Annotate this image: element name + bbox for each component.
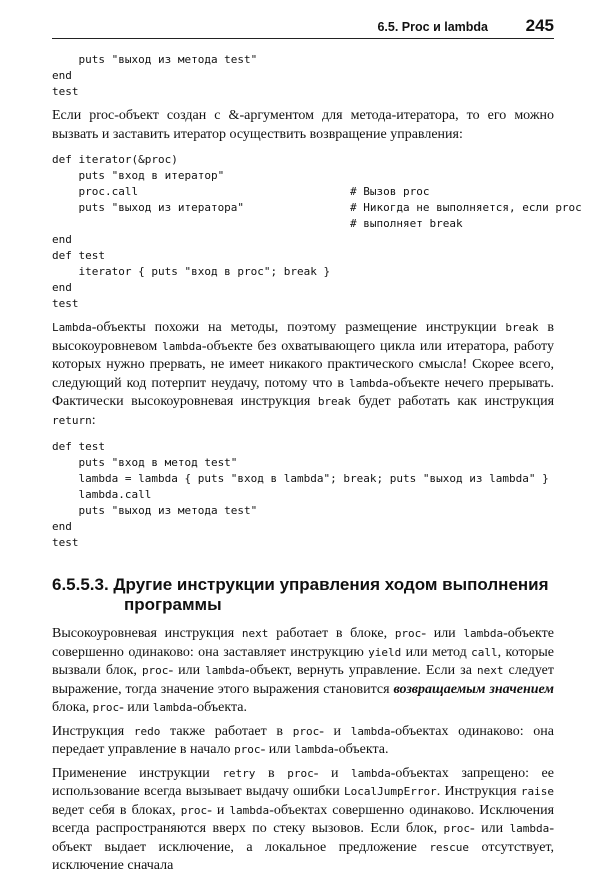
text-run: в высокоуровневом [52, 320, 554, 354]
text-run: - или [470, 821, 510, 836]
inline-code: lambda [205, 664, 245, 677]
text-run: - и [207, 802, 230, 818]
text-run: блока, [52, 700, 93, 715]
inline-code: lambda [463, 627, 504, 640]
text-run: Высокоуровневая инструкция [52, 626, 242, 641]
section-heading-line2: программы [124, 595, 222, 614]
inline-code: proc [394, 627, 422, 640]
text-run: также работает в [160, 723, 293, 739]
text-run: -объектах одинаково: она передает управление в начало [52, 723, 554, 757]
text-run: . Инструкция [436, 784, 521, 799]
inline-code: lambda [348, 376, 389, 390]
code-block-3: def test puts "вход в метод test" lambda = lambda { puts "вход в lambda"; break; puts "выход из lambda" } lambda.call puts "выход из метода test" end test [52, 440, 549, 549]
inline-code: lambda [350, 724, 391, 738]
text-run: Инструкция [52, 723, 134, 739]
text-run: - или [168, 663, 206, 678]
paragraph-next [52, 625, 554, 718]
text-run: - и [319, 723, 351, 739]
text-run: -объекты похожи на методы, поэтому размещение инструкции [91, 320, 506, 335]
text-run: - и [313, 765, 352, 781]
page-header [52, 14, 554, 39]
text-run: -объект выдает исключение, а локальное предложение [52, 821, 554, 855]
inline-code: lambda [152, 701, 193, 714]
inline-code: next [476, 664, 504, 677]
running-title: 6.5. Proc и lambda [377, 20, 488, 34]
inline-code: retry [222, 766, 256, 780]
text-run: ведет себя в блоках, [52, 802, 181, 818]
text-run: -объекте нечего прерывать. Фактически высокоуровневая инструкция [52, 375, 554, 409]
section-heading-line1: 6.5.5.3. Другие инструкции управления ходом выполнения [52, 575, 549, 594]
inline-code: proc [92, 701, 120, 714]
inline-code: lambda [162, 339, 202, 353]
inline-code: break [317, 395, 351, 408]
text-run: -объектах запрещено: ее использование всегда вызывает выдачу ошибки [52, 765, 554, 799]
inline-code: proc [180, 803, 208, 817]
inline-code: lambda [229, 803, 270, 817]
paragraph-redo [52, 723, 554, 760]
inline-code: proc [141, 664, 169, 677]
page-content [52, 52, 582, 876]
inline-code: next [241, 627, 269, 640]
text-run: -объекта. [192, 700, 247, 715]
text-run: -объектах совершенно одинаково. Исключения всегда распространяются вверх по стеку вызовов. Если блок, [52, 802, 555, 836]
paragraph-lambda-break [52, 319, 554, 430]
text-run: - или [260, 742, 295, 757]
text-run: - или [421, 626, 464, 641]
text-run: Применение инструкции [52, 765, 223, 781]
text-run: , которые вызвали блок, [52, 644, 554, 678]
inline-code: lambda [509, 822, 550, 835]
inline-code: redo [133, 724, 161, 738]
text-run: работает в блоке, [268, 626, 395, 641]
text-run: -объекте без охватывающего цикла или итератора, работу которых нужно прервать, не имеет никакого практического смысла! Скорее всего, следующий код потерпит неудачу, потому что в [52, 338, 554, 391]
code-block-2: def iterator(&proc) puts "вход в итератор" proc.call # Вызов proc puts "выход из итератора" # Никогда не выполняется, если proc # выполняет break end def test iterator { puts "вход в proc"; break } end test [52, 153, 582, 310]
paragraph-iterator-proc: Если proc-объект создан с &-аргументом для метода-итератора, то его можно вызвать и заставить итератор осуществить возвращение управления: [52, 108, 554, 142]
inline-code: proc [287, 766, 314, 780]
inline-code: return [52, 413, 92, 427]
section-heading [52, 575, 554, 615]
text-run: или метод [401, 644, 472, 660]
inline-code: Lambda [52, 321, 92, 334]
text-run: - или [119, 700, 153, 715]
paragraph-retry [52, 765, 554, 876]
text-run: : [91, 412, 96, 428]
inline-code: lambda [351, 766, 391, 780]
inline-code: break [505, 321, 539, 334]
inline-code: call [471, 645, 498, 659]
inline-code: rescue [429, 840, 470, 854]
inline-code: lambda [294, 743, 334, 756]
text-run: следует выражение, тогда значение этого выражения становится [52, 663, 554, 697]
inline-code: LocalJumpError [343, 785, 437, 798]
emphasis: возвращаемым значением [393, 681, 554, 697]
inline-code: proc [234, 743, 261, 756]
text-run: -объекте совершенно одинаково: она заставляет инструкцию [52, 626, 554, 660]
inline-code: yield [368, 645, 402, 659]
page-number: 245 [525, 16, 554, 35]
inline-code: proc [292, 724, 320, 738]
text-run: в [255, 765, 288, 781]
inline-code: raise [520, 785, 554, 798]
text-run: -объекта. [333, 742, 389, 757]
text-run: отсутствует, исключение сначала [52, 839, 554, 873]
code-block-1: puts "выход из метода test" end test [52, 53, 258, 98]
text-run: -объект, вернуть управление. Если за [244, 663, 477, 678]
text-run: будет работать как инструкция [350, 394, 555, 409]
inline-code: proc [443, 822, 471, 835]
